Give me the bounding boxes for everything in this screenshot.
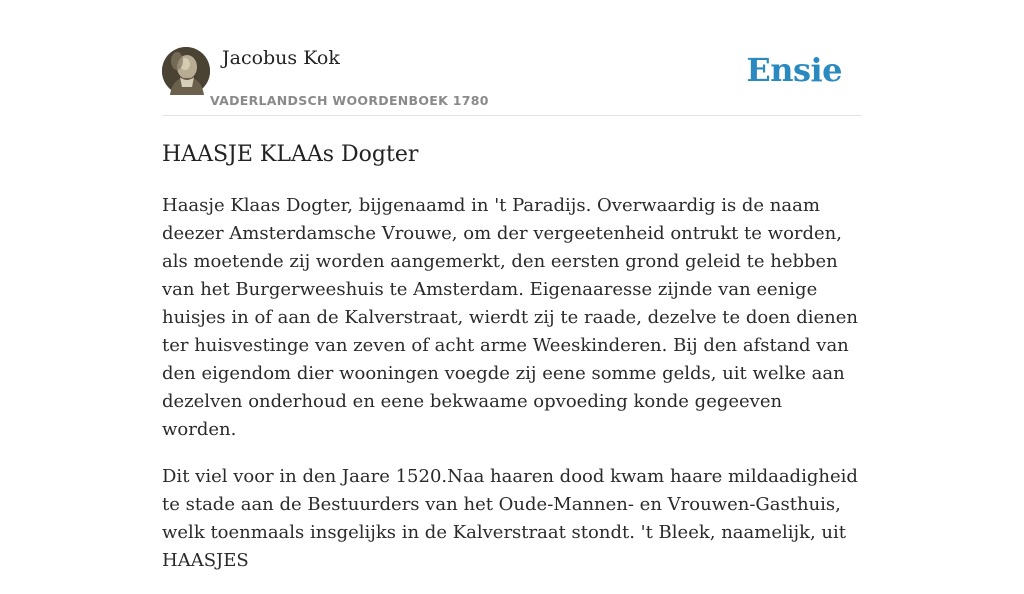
- source-label[interactable]: VADERLANDSCH WOORDENBOEK 1780: [210, 93, 489, 108]
- article-body: [162, 192, 862, 594]
- portrait-avatar-icon[interactable]: [162, 47, 210, 95]
- header: [162, 46, 862, 116]
- article-paragraph: Haasje Klaas Dogter, bijgenaamd in 't Paradijs. Overwaardig is de naam deezer Amsterdamsche Vrouwe, om der vergeetenheid ontrukt te worden, als moetende zij worden aangemerkt, den eersten grond geleid te hebben van het Burgerweeshuis te Amsterdam. Eigenaaresse zijnde van eenige huisjes in of aan de Kalverstraat, wierdt zij te raade, dezelve te doen dienen ter huisvestinge van zeven of acht arme Weeskinderen. Bij den afstand van den eigendom dier wooningen voegde zij eene somme gelds, uit welke aan dezelven onderhoud en eene bekwaame opvoeding konde gegeeven worden.: [162, 195, 858, 440]
- ensie-logo[interactable]: Ensie: [746, 51, 842, 89]
- article-title: HAASJE KLAAs Dogter: [162, 142, 419, 167]
- article-paragraph: Dit viel voor in den Jaare 1520.Naa haaren dood kwam haare mildaadigheid te stade aan de Bestuurders van het Oude-Mannen- en Vrouwen-Gasthuis, welk toenmaals insgelijks in de Kalverstraat stondt. 't Bleek, naamelijk, uit HAASJES: [162, 466, 858, 571]
- author-name[interactable]: Jacobus Kok: [222, 47, 340, 69]
